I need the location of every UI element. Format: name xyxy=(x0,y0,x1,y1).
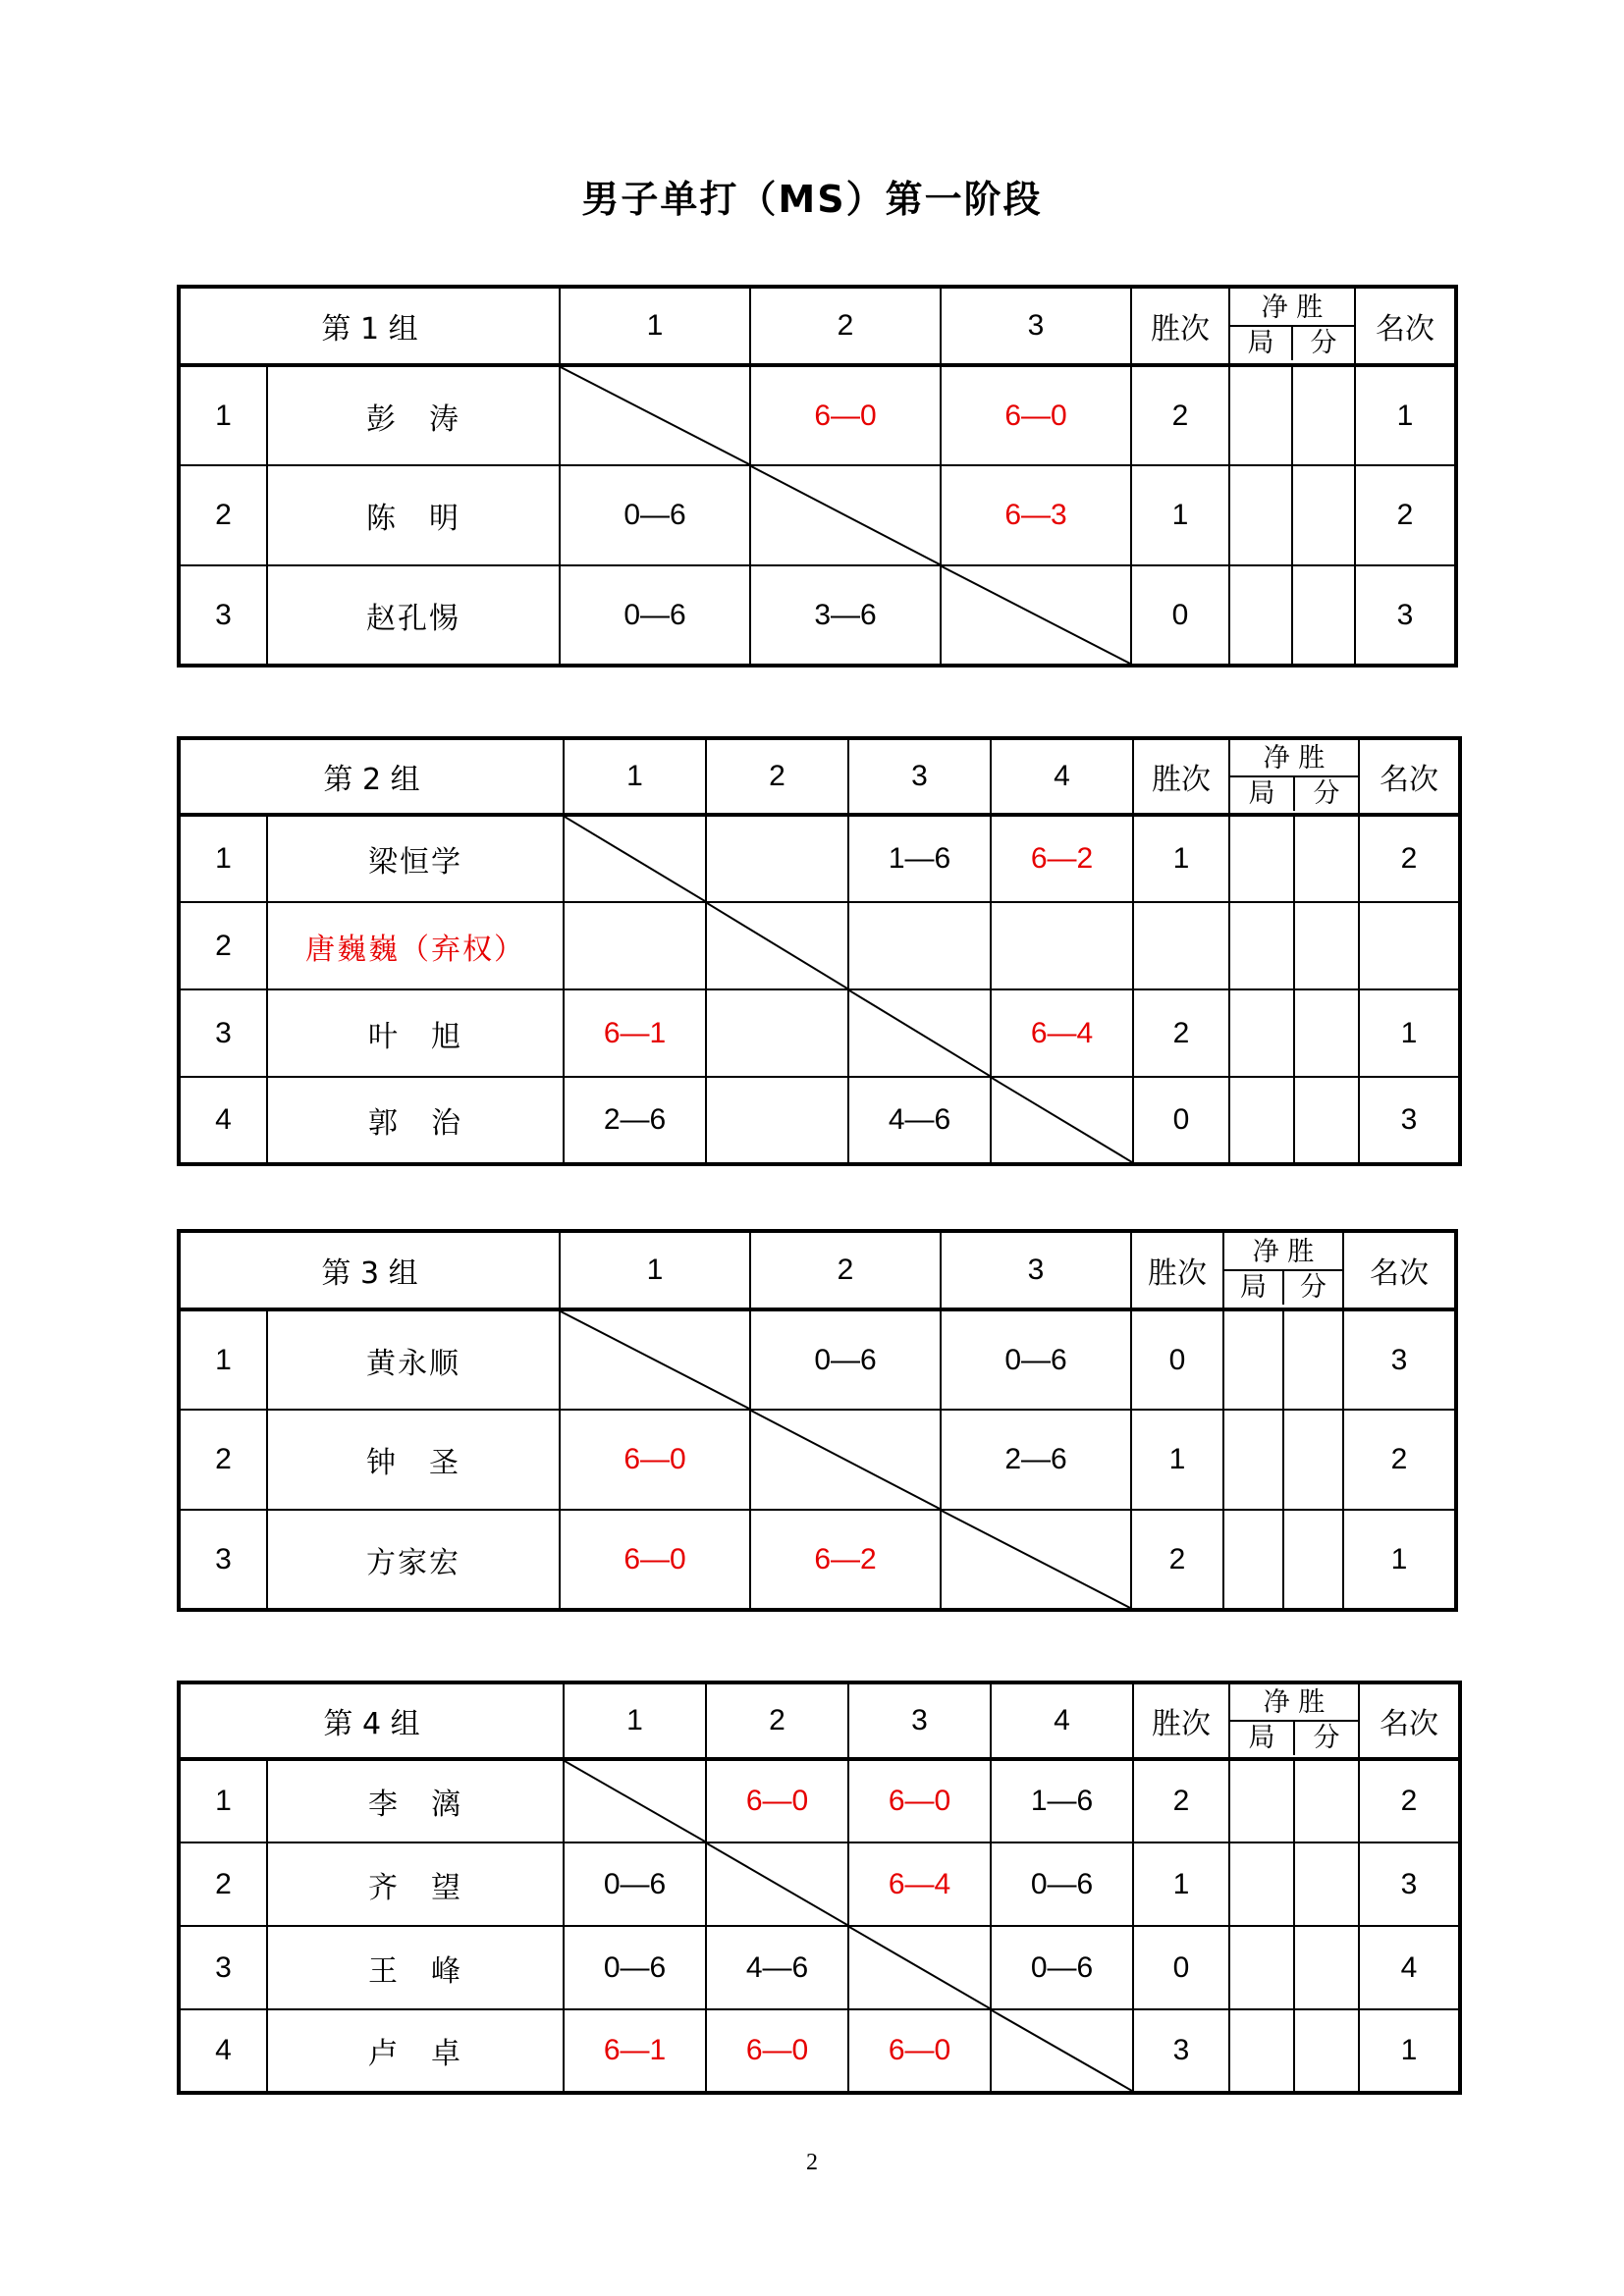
wins-cell: 1 xyxy=(1133,1842,1229,1926)
net-header xyxy=(1229,738,1359,815)
diagonal-cell xyxy=(560,1309,750,1410)
rank-cell: 3 xyxy=(1355,565,1456,666)
player-name: 郭 治 xyxy=(267,1077,564,1164)
table-row xyxy=(179,1842,1460,1926)
col-header-4: 4 xyxy=(991,738,1133,815)
col-header-1: 1 xyxy=(564,738,706,815)
table-row xyxy=(179,815,1460,902)
diagonal-cell xyxy=(848,989,991,1077)
player-no: 2 xyxy=(179,902,267,989)
score-cell: 6—3 xyxy=(941,465,1131,565)
wins-cell: 0 xyxy=(1133,1926,1229,2009)
col-header-2: 2 xyxy=(750,287,941,365)
col-header-1: 1 xyxy=(560,287,750,365)
player-name: 彭 涛 xyxy=(267,365,560,465)
net-points-cell xyxy=(1294,815,1359,902)
player-no: 1 xyxy=(179,815,267,902)
net-points-cell xyxy=(1294,989,1359,1077)
net-sets-label: 局 xyxy=(1230,327,1293,360)
net-label: 净 胜 xyxy=(1230,292,1354,327)
score-cell: 6—0 xyxy=(706,2009,848,2093)
score-cell: 6—0 xyxy=(848,1759,991,1842)
net-points-label: 分 xyxy=(1310,328,1337,358)
net-sets-label: 局 xyxy=(1224,1271,1284,1305)
score-cell: 1—6 xyxy=(991,1759,1133,1842)
group-name: 第 4 组 xyxy=(179,1682,564,1759)
player-no: 3 xyxy=(179,1510,267,1610)
rank-cell: 2 xyxy=(1343,1410,1456,1510)
diagonal-cell xyxy=(941,1510,1131,1610)
score-cell: 6—4 xyxy=(848,1842,991,1926)
net-points-cell xyxy=(1283,1410,1343,1510)
group-name: 第 1 组 xyxy=(179,287,560,365)
diagonal-cell xyxy=(564,1759,706,1842)
net-points-cell xyxy=(1283,1510,1343,1610)
net-sets-cell xyxy=(1229,1842,1294,1926)
score-cell: 4—6 xyxy=(848,1077,991,1164)
player-no: 2 xyxy=(179,1410,267,1510)
diagonal-cell xyxy=(560,365,750,465)
player-no: 2 xyxy=(179,1842,267,1926)
diagonal-cell xyxy=(848,1926,991,2009)
net-sets-cell xyxy=(1229,365,1292,465)
net-sets-cell xyxy=(1229,902,1294,989)
score-cell: 6—2 xyxy=(991,815,1133,902)
score-cell: 0—6 xyxy=(564,1842,706,1926)
wins-cell: 1 xyxy=(1131,465,1229,565)
score-cell: 2—6 xyxy=(941,1410,1131,1510)
net-label: 净 胜 xyxy=(1230,1686,1358,1722)
group-3-table xyxy=(177,1229,1458,1612)
wins-cell: 0 xyxy=(1133,1077,1229,1164)
score-cell: 6—2 xyxy=(750,1510,941,1610)
net-sets-label: 局 xyxy=(1230,777,1295,811)
table-row xyxy=(179,1759,1460,1842)
rank-cell: 1 xyxy=(1343,1510,1456,1610)
diagonal-cell xyxy=(991,1077,1133,1164)
score-cell xyxy=(706,989,848,1077)
player-name: 唐巍巍（弃权） xyxy=(267,902,564,989)
group-2-table xyxy=(177,736,1462,1166)
player-name: 梁恒学 xyxy=(267,815,564,902)
score-cell xyxy=(706,815,848,902)
rank-cell: 1 xyxy=(1355,365,1456,465)
score-cell: 0—6 xyxy=(991,1842,1133,1926)
net-points-cell xyxy=(1294,2009,1359,2093)
player-no: 3 xyxy=(179,565,267,666)
score-cell: 6—0 xyxy=(706,1759,848,1842)
score-cell: 6—0 xyxy=(560,1510,750,1610)
table-row xyxy=(179,1077,1460,1164)
score-cell xyxy=(564,902,706,989)
score-cell: 0—6 xyxy=(560,465,750,565)
diagonal-cell xyxy=(564,815,706,902)
net-sets-cell xyxy=(1229,1077,1294,1164)
player-no: 4 xyxy=(179,2009,267,2093)
col-header-2: 2 xyxy=(706,1682,848,1759)
net-points-cell xyxy=(1294,1077,1359,1164)
score-cell: 6—0 xyxy=(848,2009,991,2093)
table-row xyxy=(179,465,1456,565)
diagonal-cell xyxy=(991,2009,1133,2093)
player-name: 方家宏 xyxy=(267,1510,560,1610)
table-row xyxy=(179,2009,1460,2093)
player-name: 李 漓 xyxy=(267,1759,564,1842)
group-name: 第 2 组 xyxy=(179,738,564,815)
player-no: 1 xyxy=(179,365,267,465)
rank-cell: 2 xyxy=(1359,815,1460,902)
rank-cell: 1 xyxy=(1359,2009,1460,2093)
score-cell xyxy=(848,902,991,989)
player-name: 卢 卓 xyxy=(267,2009,564,2093)
col-header-1: 1 xyxy=(564,1682,706,1759)
net-sets-cell xyxy=(1223,1309,1283,1410)
net-sets-label: 局 xyxy=(1230,1722,1295,1755)
table-row xyxy=(179,989,1460,1077)
net-label: 净 胜 xyxy=(1224,1236,1342,1271)
group-1-table xyxy=(177,285,1458,667)
net-points-cell xyxy=(1294,902,1359,989)
net-sets-cell xyxy=(1229,465,1292,565)
group-name: 第 3 组 xyxy=(179,1231,560,1309)
net-points-label: 分 xyxy=(1313,778,1340,809)
wins-cell: 0 xyxy=(1131,565,1229,666)
player-name: 陈 明 xyxy=(267,465,560,565)
player-name: 赵孔惕 xyxy=(267,565,560,666)
score-cell: 6—0 xyxy=(750,365,941,465)
table-row xyxy=(179,1410,1456,1510)
wins-cell: 0 xyxy=(1131,1309,1223,1410)
diagonal-cell xyxy=(941,565,1131,666)
rank-cell: 1 xyxy=(1359,989,1460,1077)
score-cell: 6—1 xyxy=(564,2009,706,2093)
wins-header: 胜次 xyxy=(1131,1231,1223,1309)
table-row xyxy=(179,1309,1456,1410)
rank-cell: 4 xyxy=(1359,1926,1460,2009)
wins-cell: 2 xyxy=(1131,365,1229,465)
table-row xyxy=(179,1926,1460,2009)
score-cell: 6—0 xyxy=(560,1410,750,1510)
net-points-cell xyxy=(1294,1842,1359,1926)
net-sets-cell xyxy=(1229,989,1294,1077)
net-sets-cell xyxy=(1223,1410,1283,1510)
table-row xyxy=(179,1510,1456,1610)
rank-cell: 3 xyxy=(1359,1077,1460,1164)
score-cell: 6—0 xyxy=(941,365,1131,465)
score-cell xyxy=(991,902,1133,989)
net-header xyxy=(1229,287,1355,365)
player-no: 4 xyxy=(179,1077,267,1164)
player-name: 钟 圣 xyxy=(267,1410,560,1510)
diagonal-cell xyxy=(706,902,848,989)
rank-header: 名次 xyxy=(1343,1231,1456,1309)
net-sets-cell xyxy=(1229,815,1294,902)
net-points-cell xyxy=(1294,1926,1359,2009)
player-name: 黄永顺 xyxy=(267,1309,560,1410)
wins-cell: 2 xyxy=(1133,1759,1229,1842)
wins-header: 胜次 xyxy=(1133,1682,1229,1759)
player-name: 王 峰 xyxy=(267,1926,564,2009)
score-cell: 3—6 xyxy=(750,565,941,666)
col-header-3: 3 xyxy=(941,287,1131,365)
col-header-2: 2 xyxy=(706,738,848,815)
net-points-cell xyxy=(1283,1309,1343,1410)
player-name: 齐 望 xyxy=(267,1842,564,1926)
wins-header: 胜次 xyxy=(1133,738,1229,815)
page-number: 2 xyxy=(806,2150,818,2175)
score-cell: 6—1 xyxy=(564,989,706,1077)
col-header-3: 3 xyxy=(848,738,991,815)
net-label: 净 胜 xyxy=(1230,742,1358,777)
score-cell: 0—6 xyxy=(560,565,750,666)
table-row xyxy=(179,565,1456,666)
score-cell: 1—6 xyxy=(848,815,991,902)
col-header-3: 3 xyxy=(941,1231,1131,1309)
rank-header: 名次 xyxy=(1359,738,1460,815)
net-sets-cell xyxy=(1229,1926,1294,2009)
col-header-3: 3 xyxy=(848,1682,991,1759)
net-sets-cell xyxy=(1229,1759,1294,1842)
player-no: 2 xyxy=(179,465,267,565)
net-sets-cell xyxy=(1229,565,1292,666)
score-cell: 6—4 xyxy=(991,989,1133,1077)
net-sets-cell xyxy=(1229,2009,1294,2093)
player-no: 3 xyxy=(179,989,267,1077)
diagonal-cell xyxy=(750,1410,941,1510)
table-row xyxy=(179,902,1460,989)
player-no: 3 xyxy=(179,1926,267,2009)
net-header xyxy=(1223,1231,1343,1309)
col-header-4: 4 xyxy=(991,1682,1133,1759)
wins-cell xyxy=(1133,902,1229,989)
net-points-label: 分 xyxy=(1313,1723,1340,1753)
rank-header: 名次 xyxy=(1359,1682,1460,1759)
score-cell: 0—6 xyxy=(941,1309,1131,1410)
wins-cell: 1 xyxy=(1133,815,1229,902)
page-title: 男子单打（MS）第一阶段 xyxy=(581,178,1043,221)
score-cell: 0—6 xyxy=(991,1926,1133,2009)
col-header-2: 2 xyxy=(750,1231,941,1309)
wins-header: 胜次 xyxy=(1131,287,1229,365)
wins-cell: 1 xyxy=(1131,1410,1223,1510)
net-points-cell xyxy=(1292,365,1355,465)
wins-cell: 2 xyxy=(1131,1510,1223,1610)
rank-cell: 3 xyxy=(1359,1842,1460,1926)
table-row xyxy=(179,365,1456,465)
net-points-label: 分 xyxy=(1300,1272,1327,1303)
rank-cell: 3 xyxy=(1343,1309,1456,1410)
wins-cell: 3 xyxy=(1133,2009,1229,2093)
score-cell: 4—6 xyxy=(706,1926,848,2009)
player-no: 1 xyxy=(179,1309,267,1410)
rank-cell: 2 xyxy=(1359,1759,1460,1842)
net-points-cell xyxy=(1292,465,1355,565)
net-header xyxy=(1229,1682,1359,1759)
score-cell: 2—6 xyxy=(564,1077,706,1164)
group-4-table xyxy=(177,1681,1462,2095)
rank-cell xyxy=(1359,902,1460,989)
diagonal-cell xyxy=(750,465,941,565)
rank-header: 名次 xyxy=(1355,287,1456,365)
net-sets-cell xyxy=(1223,1510,1283,1610)
wins-cell: 2 xyxy=(1133,989,1229,1077)
player-no: 1 xyxy=(179,1759,267,1842)
score-cell xyxy=(706,1077,848,1164)
score-cell: 0—6 xyxy=(750,1309,941,1410)
col-header-1: 1 xyxy=(560,1231,750,1309)
player-name: 叶 旭 xyxy=(267,989,564,1077)
rank-cell: 2 xyxy=(1355,465,1456,565)
diagonal-cell xyxy=(706,1842,848,1926)
score-cell: 0—6 xyxy=(564,1926,706,2009)
net-points-cell xyxy=(1292,565,1355,666)
net-points-cell xyxy=(1294,1759,1359,1842)
